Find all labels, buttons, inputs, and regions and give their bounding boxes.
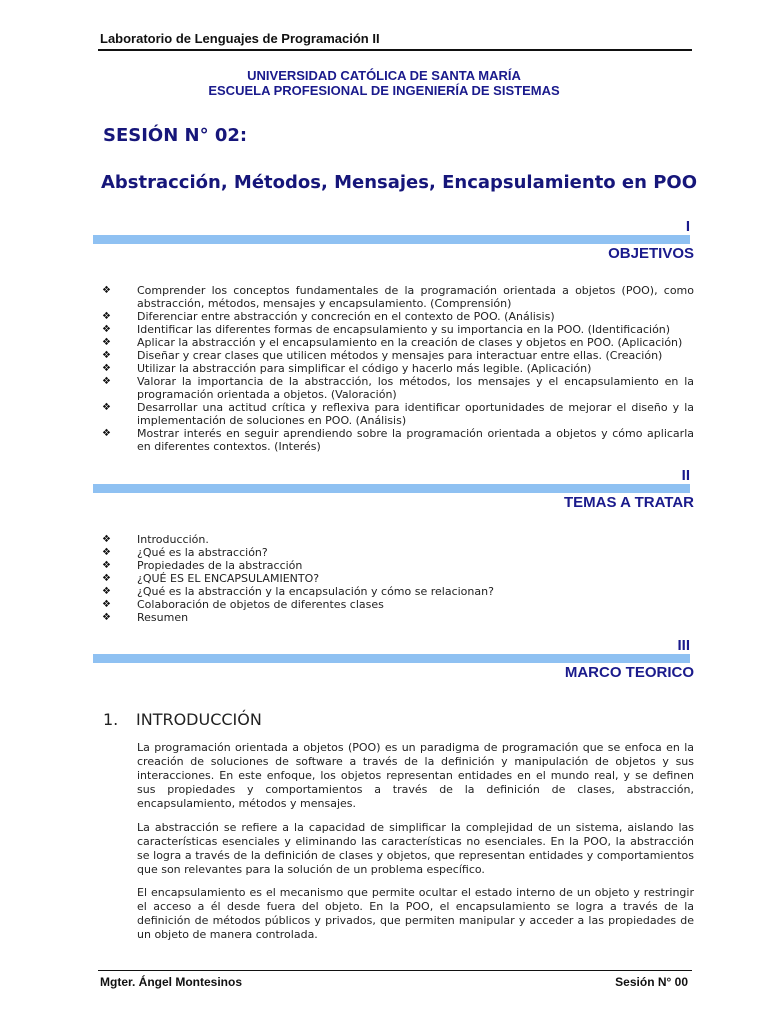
diamond-bullet-icon: ❖: [102, 599, 111, 610]
diamond-bullet-icon: ❖: [102, 560, 111, 571]
subsection-number: 1.: [103, 710, 119, 729]
diamond-bullet-icon: ❖: [102, 350, 111, 361]
paragraph: La abstracción se refiere a la capacidad de simplificar la complejidad de un sistema, aislando las características esenciales y eliminando las características no esenciales. En la POO, la abstracción se logra a través de la definición de clases y objetos, que representan entidades y comportamientos que son relevantes para la solución de un problema específico.: [137, 821, 694, 876]
diamond-bullet-icon: ❖: [102, 337, 111, 348]
list-item: ❖ Valorar la importancia de la abstracción, los métodos, los mensajes y el encapsulamiento en la programación orientada a objetos. (Valoración): [102, 375, 694, 401]
section-bar-objectives: [93, 235, 690, 244]
section-bar-topics: [93, 484, 690, 493]
diamond-bullet-icon: ❖: [102, 363, 111, 374]
diamond-bullet-icon: ❖: [102, 573, 111, 584]
diamond-bullet-icon: ❖: [102, 376, 111, 387]
section-title-topics: TEMAS A TRATAR: [564, 494, 694, 511]
footer-author: Mgter. Ángel Montesinos: [100, 975, 243, 989]
diamond-bullet-icon: ❖: [102, 311, 111, 322]
list-item: ❖ ¿QUÉ ES EL ENCAPSULAMIENTO?: [102, 572, 320, 585]
footer-session: Sesión N° 00: [615, 975, 688, 989]
diamond-bullet-icon: ❖: [102, 428, 111, 439]
diamond-bullet-icon: ❖: [102, 612, 111, 623]
university-name: UNIVERSIDAD CATÓLICA DE SANTA MARÍA: [247, 68, 521, 83]
school-name: ESCUELA PROFESIONAL DE INGENIERÍA DE SISTEMAS: [208, 83, 560, 98]
paragraph: El encapsulamiento es el mecanismo que permite ocultar el estado interno de un objeto y restringir el acceso a él desde fuera del objeto. En la POO, el encapsulamiento se logra a través de la definición de métodos públicos y privados, que permiten manipular y acceder a las propiedades de un objeto de manera controlada.: [137, 886, 694, 941]
list-item: ❖ Utilizar la abstracción para simplificar el código y hacerlo más legible. (Aplicación): [102, 362, 592, 375]
objectives-list: [102, 284, 694, 453]
footer-divider: [98, 970, 692, 971]
list-item: ❖ Introducción.: [102, 533, 209, 546]
diamond-bullet-icon: ❖: [102, 402, 111, 413]
section-numeral-objectives: I: [685, 218, 690, 235]
subsection-heading: [103, 710, 262, 729]
section-bar-framework: [93, 654, 690, 663]
diamond-bullet-icon: ❖: [102, 324, 111, 335]
diamond-bullet-icon: ❖: [102, 547, 111, 558]
list-item: ❖ Aplicar la abstracción y el encapsulamiento en la creación de clases y objetos en POO. (Aplicación): [102, 336, 683, 349]
subsection-title: INTRODUCCIÓN: [136, 710, 262, 729]
section-numeral-framework: III: [677, 637, 690, 654]
list-item: ❖ Identificar las diferentes formas de encapsulamiento y su importancia en la POO. (Identificación): [102, 323, 671, 336]
list-item: ❖ Colaboración de objetos de diferentes clases: [102, 598, 384, 611]
list-item: ❖ Diferenciar entre abstracción y concreción en el contexto de POO. (Análisis): [102, 310, 555, 323]
list-item: ❖ Diseñar y crear clases que utilicen métodos y mensajes para interactuar entre ellas. (Creación): [102, 349, 663, 362]
list-item: ❖ Desarrollar una actitud crítica y reflexiva para identificar oportunidades de mejorar el diseño y la implementación de soluciones en POO. (Análisis): [102, 401, 694, 427]
topics-list: [102, 533, 694, 624]
section-numeral-topics: II: [681, 467, 690, 484]
session-title: Abstracción, Métodos, Mensajes, Encapsulamiento en POO: [100, 172, 698, 193]
diamond-bullet-icon: ❖: [102, 534, 111, 545]
list-item: ❖ Propiedades de la abstracción: [102, 559, 303, 572]
diamond-bullet-icon: ❖: [102, 586, 111, 597]
diamond-bullet-icon: ❖: [102, 285, 111, 296]
list-item: ❖ ¿Qué es la abstracción?: [102, 546, 268, 559]
list-item: ❖ Comprender los conceptos fundamentales de la programación orientada a objetos (POO), como abstracción, métodos, mensajes y encapsulamiento. (Comprensión): [102, 284, 694, 310]
header-course-title: Laboratorio de Lenguajes de Programación II: [100, 31, 380, 46]
section-title-framework: MARCO TEORICO: [564, 664, 694, 681]
section-title-objectives: OBJETIVOS: [608, 245, 694, 262]
list-item: ❖ ¿Qué es la abstracción y la encapsulación y cómo se relacionan?: [102, 585, 494, 598]
paragraph: La programación orientada a objetos (POO) es un paradigma de programación que se enfoca en la creación de soluciones de software a través de la definición y manipulación de objetos y sus interacciones. En este enfoque, los objetos representan entidades en el mundo real, y se definen sus propiedades y comportamientos a través de la definición de clases, abstracción, encapsulamiento, métodos y mensajes.: [137, 741, 694, 810]
list-item: ❖ Mostrar interés en seguir aprendiendo sobre la programación orientada a objetos y cómo aplicarla en diferentes contextos. (Interés): [102, 427, 694, 453]
list-item: ❖ Resumen: [102, 611, 189, 624]
session-label: SESIÓN N° 02:: [103, 125, 248, 146]
header-divider: [98, 49, 692, 51]
